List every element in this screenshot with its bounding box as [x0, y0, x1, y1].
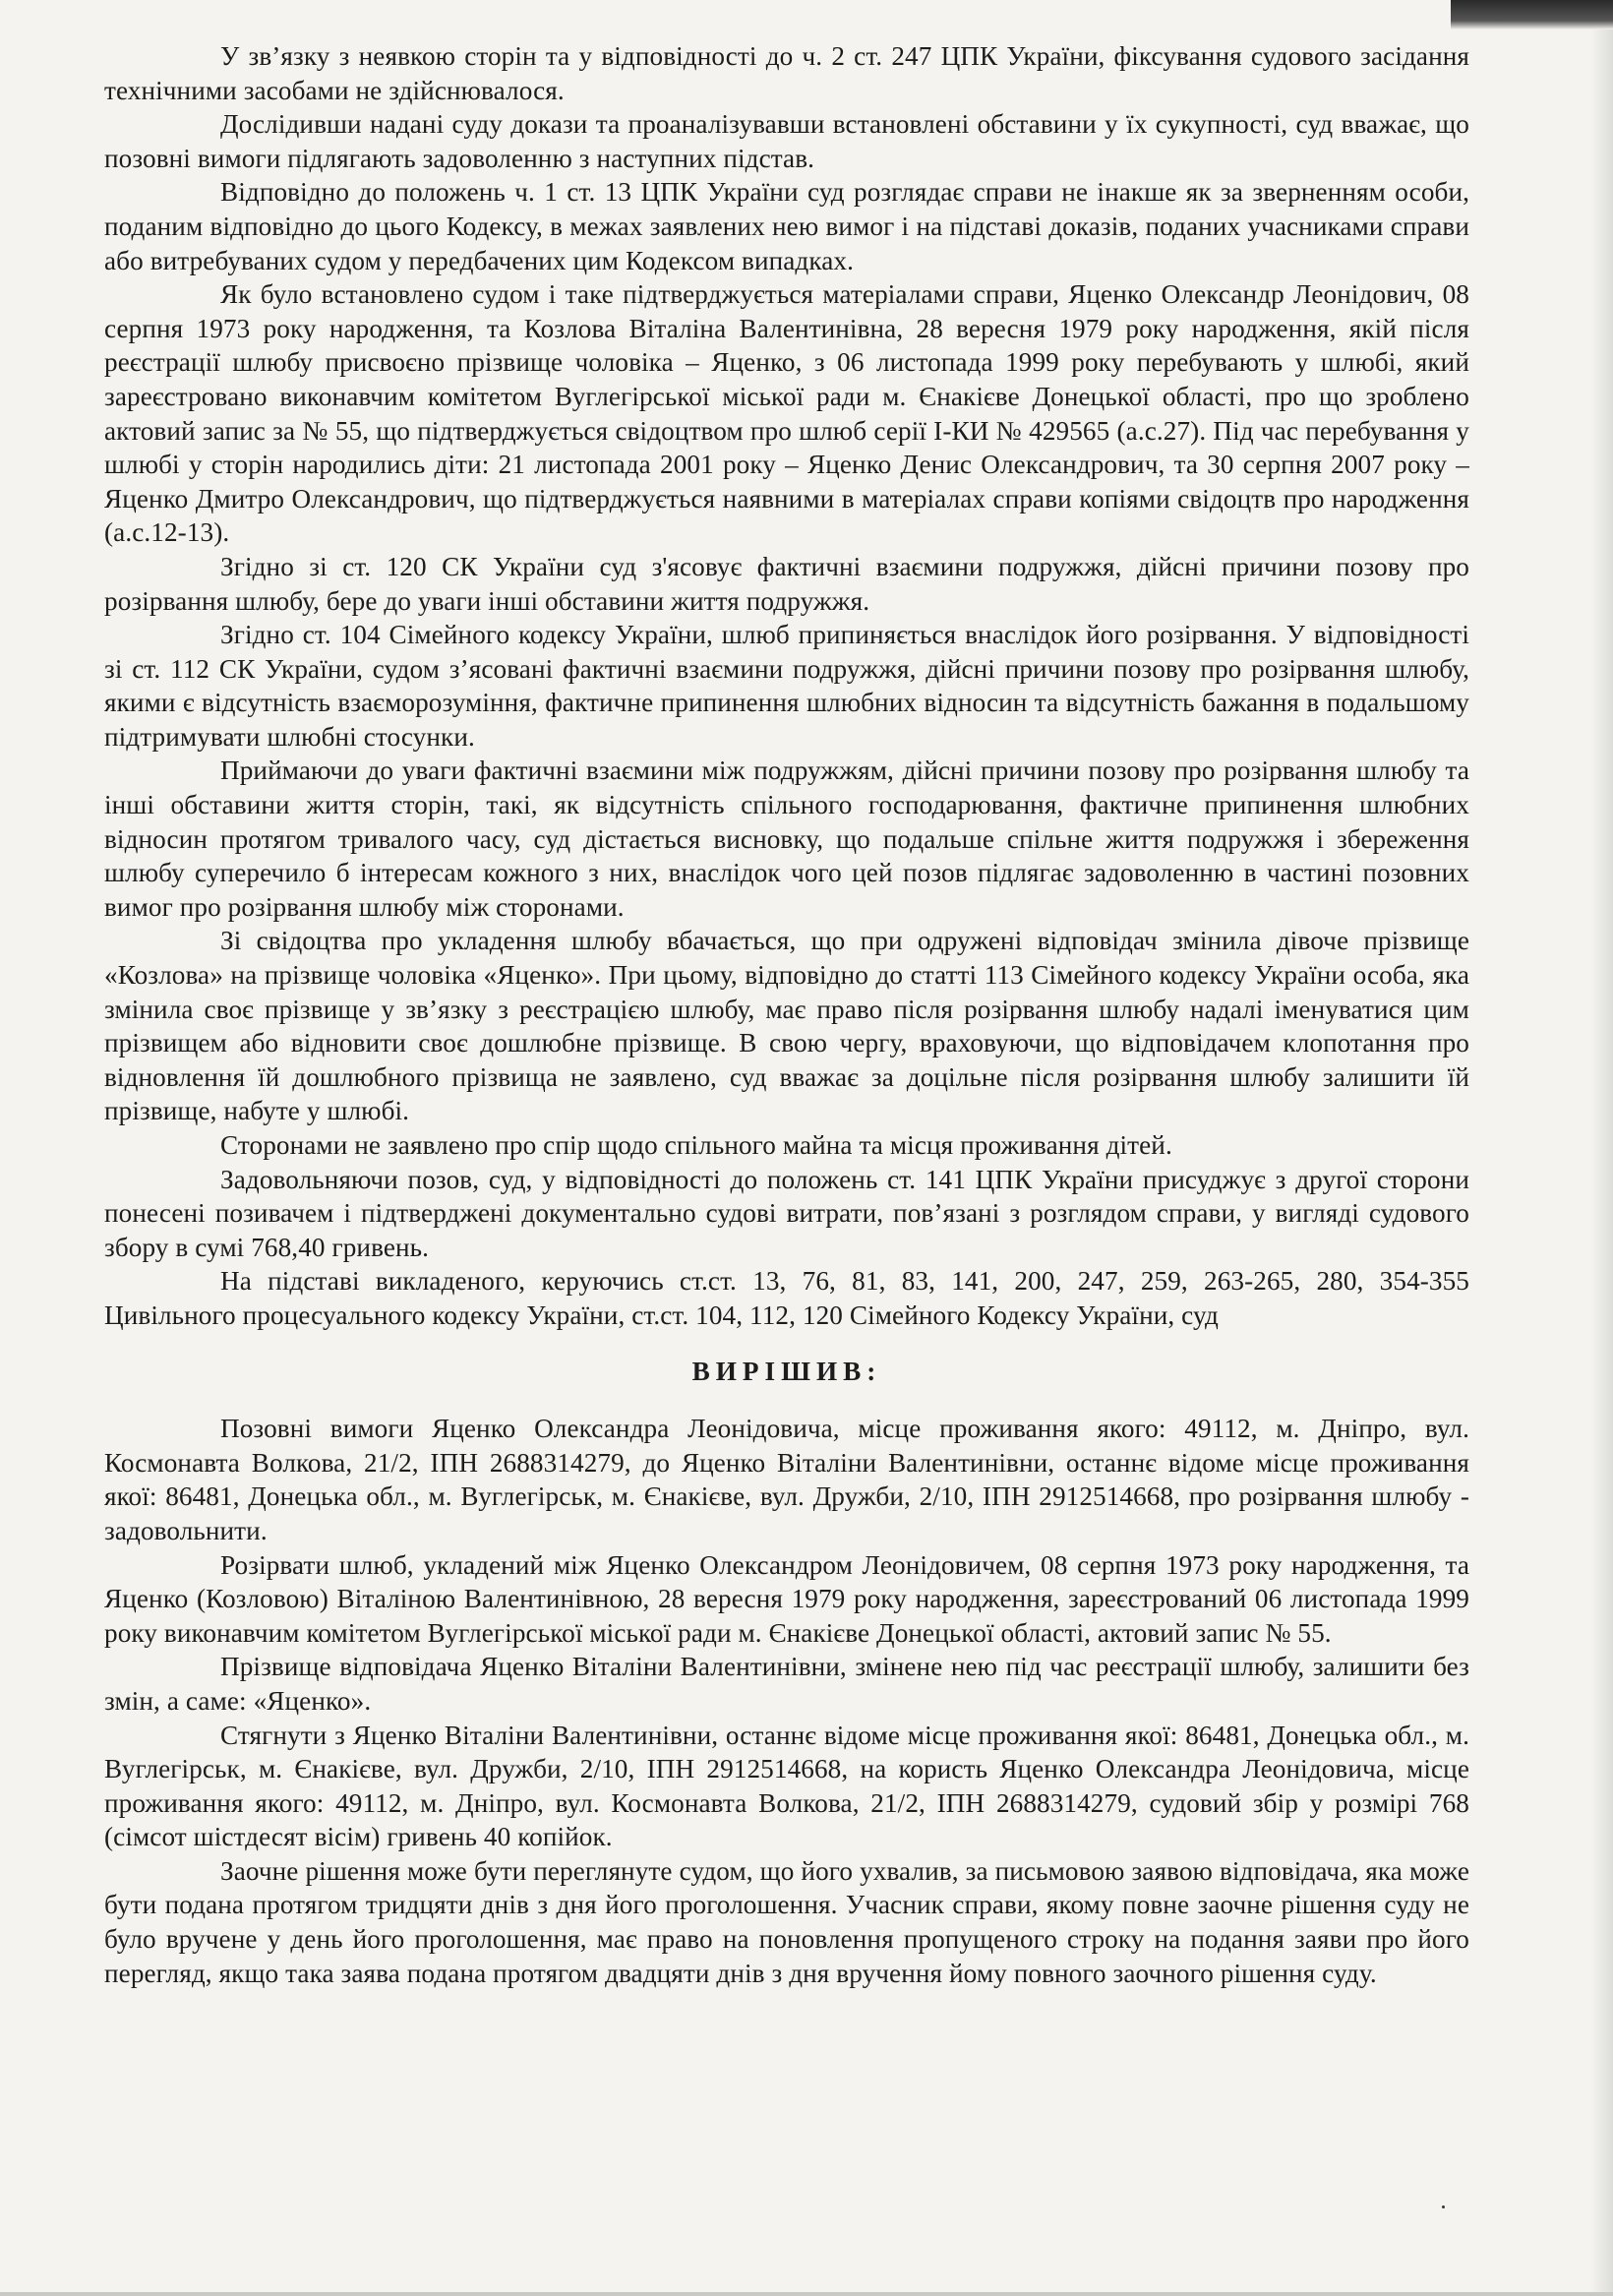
paragraph-recording: У зв’язку з неявкою сторін та у відповідності до ч. 2 ст. 247 ЦПК України, фіксування судового засідання технічними засобами не здійснювалося.: [104, 41, 1469, 105]
scan-speck: [1442, 2205, 1445, 2208]
paragraph-article-120: Згідно зі ст. 120 СК України суд з'ясовує фактичні взаємини подружжя, дійсні причини позову про розірвання шлюбу, бере до уваги інші обставини життя подружжя.: [104, 551, 1469, 616]
paragraph-court-assessment: Дослідивши надані суду докази та проаналізувавши встановлені обставини у їх сукупності, суд вважає, що позовні вимоги підлягають задоволенню з наступних підстав.: [104, 109, 1469, 173]
document-body: [104, 39, 1469, 1990]
paragraph-property: Сторонами не заявлено про спір щодо спільного майна та місця проживання дітей.: [220, 1130, 1172, 1160]
scan-corner-shadow: [1451, 0, 1613, 30]
paragraph-procedure: Відповідно до положень ч. 1 ст. 13 ЦПК України суд розглядає справи не інакше як за зверненням особи, поданим відповідно до цього Кодексу, в межах заявлених нею вимог і на підставі доказів, поданих учасниками справи або витребуваних судом у передбачених цим Кодексом випадках.: [104, 177, 1469, 275]
scan-right-edge: [1591, 30, 1613, 2296]
paragraph-surname: Зі свідоцтва про укладення шлюбу вбачається, що при одружені відповідач змінила дівоче прізвище «Козлова» на прізвище чоловіка «Яценко». При цьому, відповідно до статті 113 Сімейного кодексу України особа, яка змінила своє прізвище у зв’язку з реєстрацією шлюбу, має право після розірвання шлюбу надалі іменуватися цим прізвищем або відновити своє дошлюбне прізвище. В свою чергу, враховуючи, що відповідачем клопотання про відновлення їй дошлюбного прізвища не заявлено, суд вважає за доцільне після розірвання шлюбу залишити їй прізвище, набуте у шлюбі.: [104, 926, 1469, 1126]
decision-claims-granted: Позовні вимоги Яценко Олександра Леонідовича, місце проживання якого: 49112, м. Дніпро, вул. Космонавта Волкова, 21/2, ІПН 2688314279, до Яценко Віталіни Валентинівни, останнє відоме місце проживання якої: 86481, Донецька обл., м. Вуглегірськ, м. Єнакієве, вул. Дружби, 2/10, ІПН 2912514668, про розірвання шлюбу - задовольнити.: [104, 1414, 1469, 1545]
paragraph-costs: Задовольняючи позов, суд, у відповідності до положень ст. 141 ЦПК України присуджує з другої сторони понесені позивачем і підтверджені документально судові витрати, пов’язані з розглядом справи, у вигляді судового збору в сумі 768,40 гривень.: [104, 1164, 1469, 1262]
decision-title: ВИРІШИВ:: [691, 1356, 882, 1386]
decision-surname: Прізвище відповідача Яценко Віталіни Валентинівни, змінене нею під час реєстрації шлюбу, залишити без змін, а саме: «Яценко».: [104, 1652, 1469, 1716]
paragraph-article-104: Згідно ст. 104 Сімейного кодексу України, шлюб припиняється внаслідок його розірвання. У відповідності зі ст. 112 СК України, судом з’ясовані фактичні взаємини подружжя, дійсні причини позову про розірвання шлюбу, якими є відсутність взаєморозуміння, фактичне припинення шлюбних відносин та відсутність бажання в подальшому підтримувати шлюбні стосунки.: [104, 620, 1469, 752]
paragraph-conclusion: Приймаючи до уваги фактичні взаємини між подружжям, дійсні причини позову про розірвання шлюбу та інші обставини життя сторін, такі, як відсутність спільного господарювання, фактичне припинення шлюбних відносин протягом тривалого часу, суд дістається висновку, що подальше спільне життя подружжя і збереження шлюбу суперечило б інтересам кожного з них, внаслідок чого цей позов підлягає задоволенню в частині позовних вимог про розірвання шлюбу між сторонами.: [104, 755, 1469, 922]
decision-appeal-info: Заочне рішення може бути переглянуте судом, що його ухвалив, за письмовою заявою відповідача, яка може бути подана протягом тридцяти днів з дня його проголошення. Учасник справи, якому повне заочне рішення суду не було вручене у день його проголошення, має право на поновлення пропущеного строку на подання заяви про його перегляд, якщо така заява подана протягом двадцяти днів з дня вручення йому повного заочного рішення суду.: [104, 1855, 1469, 1988]
scan-bottom-edge: [0, 2292, 1613, 2296]
paragraph-established-facts: Як було встановлено судом і таке підтверджується матеріалами справи, Яценко Олександр Леонідович, 08 серпня 1973 року народження, та Козлова Віталіна Валентинівна, 28 вересня 1979 року народження, якій після реєстрації шлюбу присвоєно прізвище чоловіка – Яценко, з 06 листопада 1999 року перебувають у шлюбі, який зареєстровано виконавчим комітетом Вуглегірської міської ради м. Єнакієве Донецької області, про що зроблено актовий запис за № 55, що підтверджується свідоцтвом про шлюб серії І-КИ № 429565 (а.с.27). Під час перебування у шлюбі у сторін народились діти: 21 листопада 2001 року – Яценко Денис Олександрович, та 30 серпня 2007 року – Яценко Дмитро Олександрович, що підтверджується наявними в матеріалах справи копіями свідоцтв про народження (а.с.12-13).: [104, 279, 1469, 548]
decision-dissolve-marriage: Розірвати шлюб, укладений між Яценко Олександром Леонідовичем, 08 серпня 1973 року народження, та Яценко (Козловою) Віталіною Валентинівною, 28 вересня 1979 року народження, зареєстрований 06 листопада 1999 року виконавчим комітетом Вуглегірської міської ради м. Єнакієве Донецької області, актовий запис № 55.: [104, 1549, 1469, 1648]
paragraph-legal-basis: На підставі викладеного, керуючись ст.ст. 13, 76, 81, 83, 141, 200, 247, 259, 263-265, 280, 354-355 Цивільного процесуального кодексу України, ст.ст. 104, 112, 120 Сімейного Кодексу України, суд: [104, 1266, 1469, 1330]
decision-court-fee: Стягнути з Яценко Віталіни Валентинівни, останнє відоме місце проживання якої: 86481, Донецька обл., м. Вуглегірськ, м. Єнакієве, вул. Дружби, 2/10, ІПН 2912514668, на користь Яценко Олександра Леонідовича, місце проживання якого: 49112, м. Дніпро, вул. Космонавта Волкова, 21/2, ІПН 2688314279, судовий збір у розмірі 768 (сімсот шістдесят вісім) гривень 40 копійок.: [104, 1720, 1469, 1852]
